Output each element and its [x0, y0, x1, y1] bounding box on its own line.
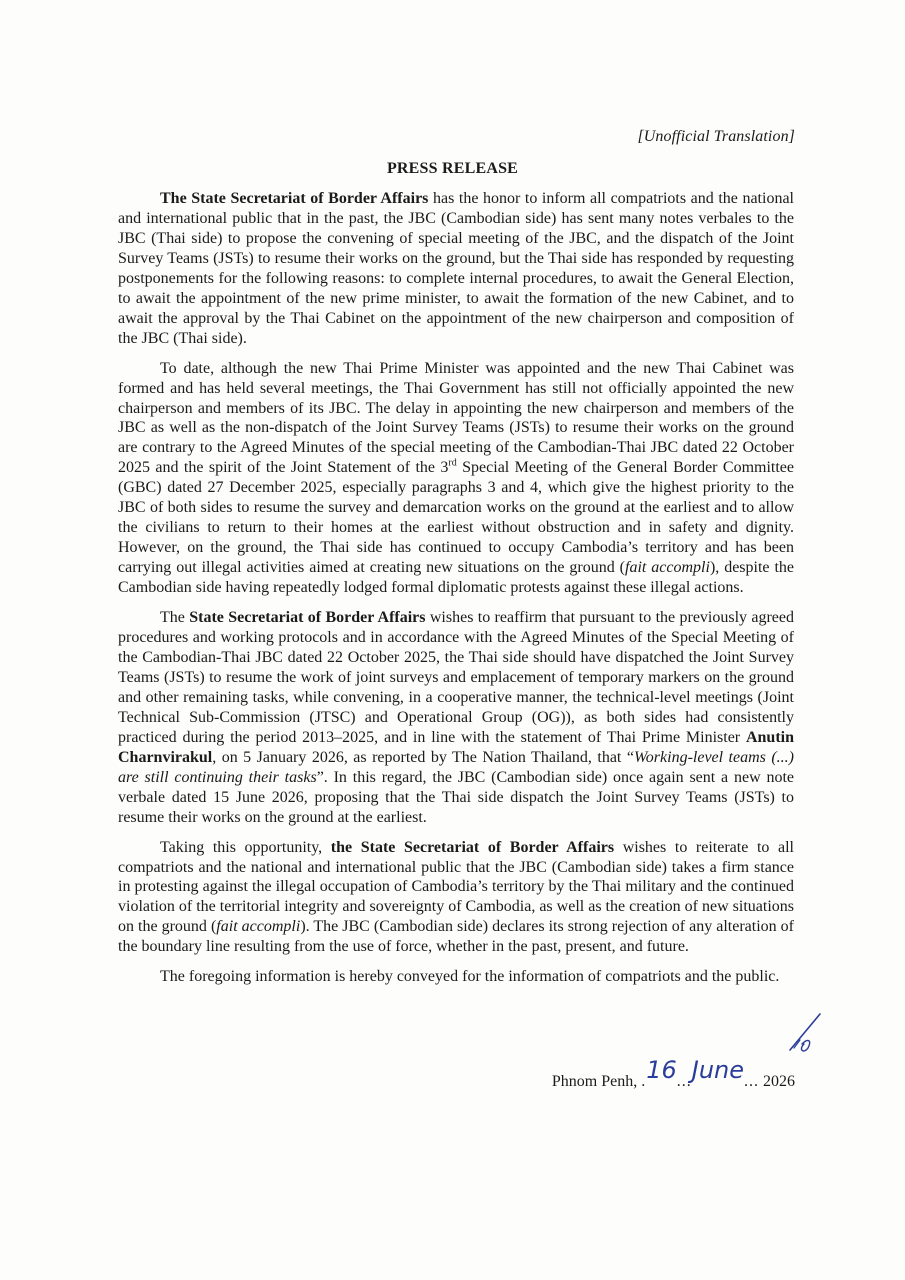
paragraph-1: [118, 189, 794, 349]
document-body: [118, 189, 794, 997]
paragraph-text: ”. In this regard, the JBC (Cambodian side) once again sent a new note verbale dated 15 June 2026, proposing that the Thai side dispatch the Joint Survey Teams (JSTs) to resume their works on the ground at the earliest.: [118, 768, 794, 826]
paragraph-text: wishes to reiterate to all compatriots and the national and international public that the JBC (Cambodian side) takes a firm stance in protesting against the illegal occupation of Cambodia’s territory by the Thai military and the continued violation of the territorial integrity and sovereignty of Cambodia, as well as the creation of new situations on the ground (: [118, 838, 795, 936]
paragraph-text: Taking this opportunity,: [160, 838, 331, 856]
place-and-date: [551, 1056, 795, 1092]
dot-leader: .: [641, 1073, 647, 1090]
translation-note: [Unofficial Translation]: [637, 128, 795, 145]
paragraph-3: [118, 608, 794, 827]
paragraph-4: [118, 838, 794, 958]
org-name: The State Secretariat of Border Affairs: [160, 190, 429, 207]
handwritten-month: June: [691, 1056, 744, 1084]
closing-statement: The foregoing information is hereby conveyed for the information of compatriots and the public.: [160, 968, 780, 986]
paragraph-text: ), despite the Cambodian side having repeatedly lodged formal diplomatic protests against these illegal actions.: [118, 559, 794, 597]
dot-leader: ...: [744, 1073, 759, 1090]
paragraph-text: has the honor to inform all compatriots and the national and international public that in the past, the JBC (Cambodian side) has sent many notes verbales to the JBC (Thai side) to propose the convening of special meeting of the JBC, and the dispatch of the Joint Survey Teams (JSTs) to resume their works on the ground, but the Thai side has responded by requesting postponements for the following reasons: to complete internal procedures, to await the General Election, to await the appointment of the new prime minister, to await the formation of the new Cabinet, and to await the approval by the Thai Cabinet on the appointment of the new chairperson and composition of the JBC (Thai side).: [118, 190, 794, 347]
ordinal-superscript: rd: [448, 458, 457, 470]
paragraph-text: Special Meeting of the General Border Committee (GBC) dated 27 December 2025, especially paragraphs 3 and 4, which give the highest priority to the JBC of both sides to resume the survey and demarcation works on the ground at the earliest and to allow the civilians to return to their homes at the earliest without obstruction and in safety and dignity. However, on the ground, the Thai side has continued to occupy Cambodia’s territory and has been carrying out illegal activities aimed at creating new situations on the ground (: [118, 459, 795, 577]
org-name: the State Secretariat of Border Affairs: [330, 838, 615, 856]
document-title: PRESS RELEASE: [386, 160, 519, 177]
italic-term: fait accompli: [625, 559, 710, 577]
handwritten-day: 16: [646, 1056, 677, 1084]
quoted-statement: Working-level teams (...) are still continuing their tasks: [118, 748, 794, 786]
paragraph-text: To date, although the new Thai Prime Minister was appointed and the new Thai Cabinet was formed and has held several meetings, the Thai Government has still not officially appointed the new chairperson and members of its JBC. The delay in appointing the new chairperson and members of the JBC as well as the non-dispatch of the Joint Survey Teams (JSTs) to resume their works on the ground are contrary to the Agreed Minutes of the special meeting of the Cambodian-Thai JBC dated 22 October 2025 and the spirit of the Joint Statement of the 3: [118, 359, 794, 477]
dot-leader: ...: [676, 1073, 692, 1090]
handwritten-initials: [786, 1010, 826, 1056]
paragraph-text: wishes to reaffirm that pursuant to the previously agreed procedures and working protocols and in accordance with the Agreed Minutes of the Special Meeting of the Cambodian-Thai JBC dated 22 October 2025, the Thai side should have dispatched the Joint Survey Teams (JSTs) to resume the work of joint surveys and emplacement of temporary markers on the ground and other remaining tasks, while convening, in a cooperative manner, the technical-level meetings (Joint Technical Sub-Commission (JTSC) and Operational Group (OG)), as both sides had consistently practiced during the period 2013–2025, and in line with the statement of Thai Prime Minister: [118, 609, 795, 746]
year: 2026: [759, 1073, 795, 1090]
paragraph-text: The: [160, 609, 190, 627]
paragraph-text: , on 5 January 2026, as reported by The Nation Thailand, that “: [212, 748, 634, 766]
paragraph-text: ). The JBC (Cambodian side) declares its strong rejection of any alteration of the boundary line resulting from the use of force, whether in the past, present, and future.: [118, 918, 795, 956]
italic-term: fait accompli: [216, 918, 301, 936]
place-name: Phnom Penh,: [551, 1073, 642, 1090]
org-name: State Secretariat of Border Affairs: [189, 609, 426, 627]
prime-minister-name: Anutin Charnvirakul: [118, 728, 794, 766]
paragraph-2: [118, 359, 794, 598]
